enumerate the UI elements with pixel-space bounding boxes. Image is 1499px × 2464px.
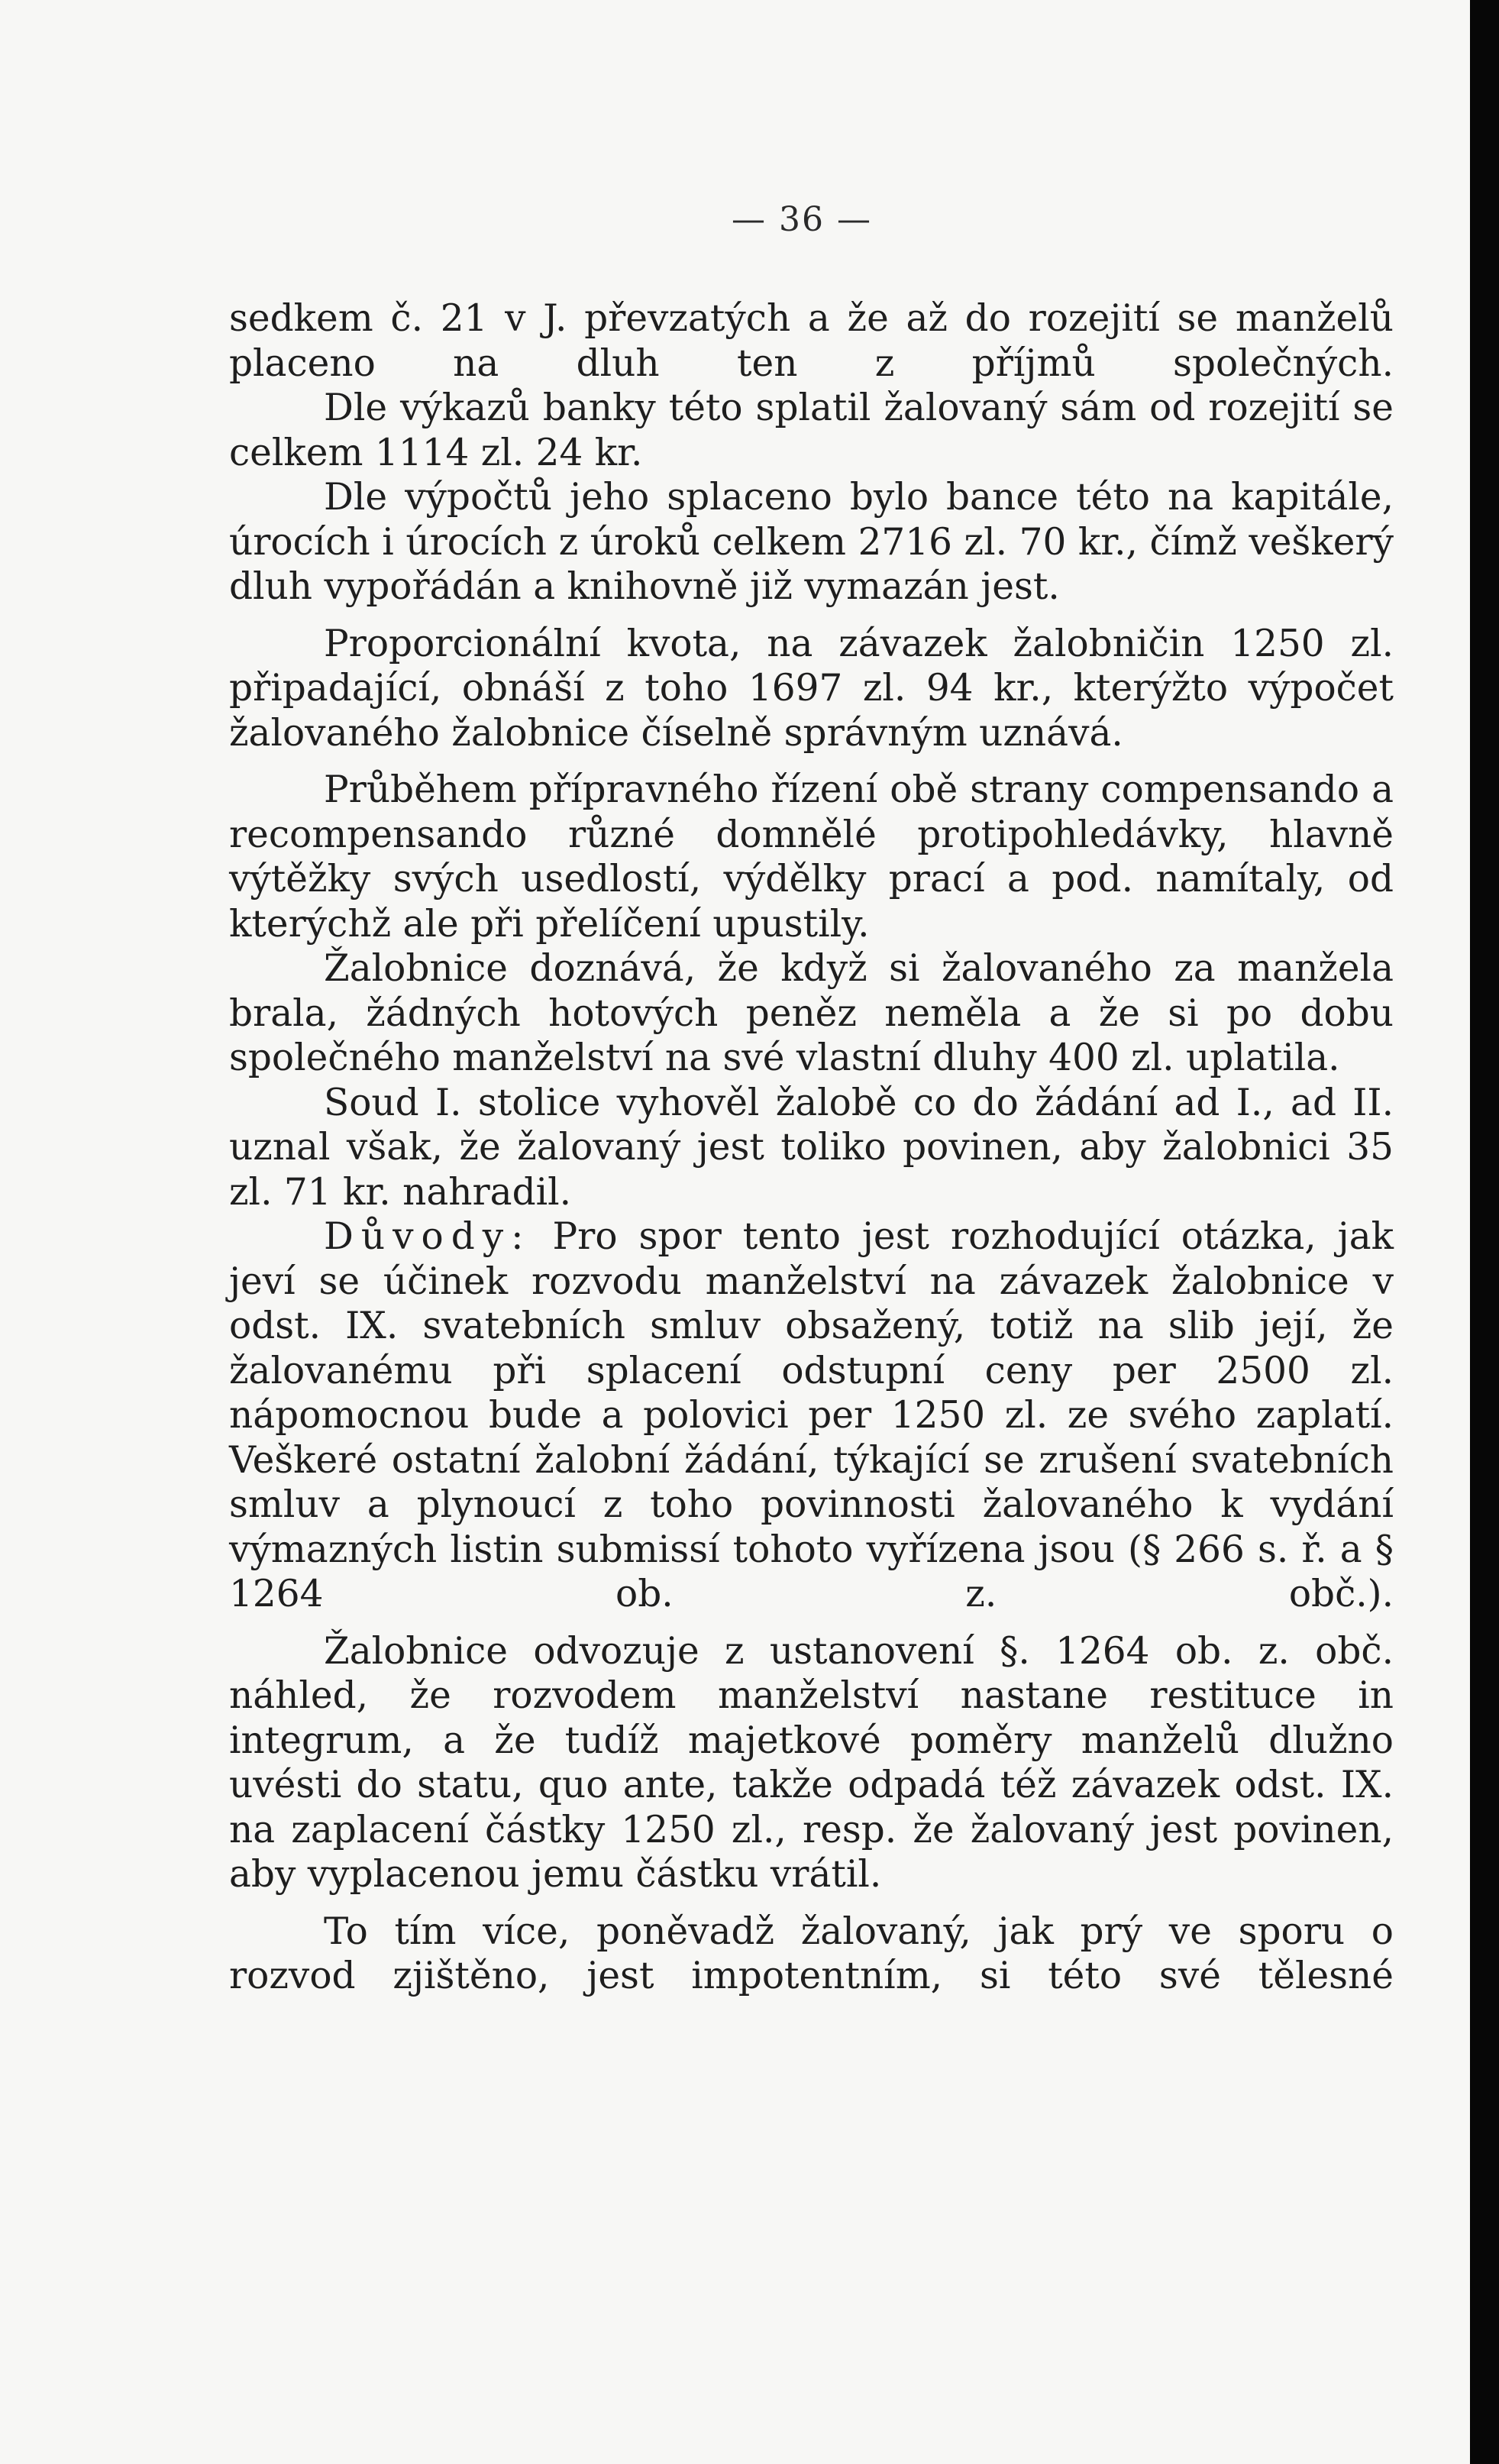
paragraph-reasons	[229, 1214, 1394, 1617]
paragraph-calculation: Dle výpočtů jeho splaceno bylo bance této na kapitále, úrocích i úrocích z úroků celkem 2716 zl. 70 kr., čímž veškerý dluh vypořádán a knihovně již vymazán jest.	[229, 476, 1394, 608]
paragraph-preparatory-proceedings: Průběhem přípravného řízení obě strany compensando a recompensando různé domnělé protipohledávky, hlavně výtěžky svých usedlostí, výdělky prací a pod. namítaly, od kterýchž ale při přelíčení upustily.	[229, 768, 1394, 946]
paragraph-bank-statement: Dle výkazů banky této splatil žalovaný sám od rozejití se celkem 1114 zl. 24 kr.	[229, 386, 1394, 474]
reasons-text: Pro spor tento jest rozhodující otázka, jak jeví se účinek rozvodu manželství na závazek žalobnice v odst. IX. svatebních smluv obsažený, totiž na slib její, že žalovanému při splacení odstupní ceny per 2500 zl. nápomocnou bude a polovici per 1250 zl. ze svého zaplatí. Veškeré ostatní žalobní žádání, týkající se zrušení svatebních smluv a plynoucí z toho povinnosti žalovaného k vydání výmazných listin submissí tohoto vyřízena jsou (§ 266 s. ř. a § 1264 ob. z. obč.).	[229, 1215, 1394, 1615]
paragraph-plaintiff-derives: Žalobnice odvozuje z ustanovení §. 1264 ob. z. obč. náhled, že rozvodem manželství nastane restituce in integrum, a že tudíž majetkové poměry manželů dlužno uvésti do statu, quo ante, takže odpadá též závazek odst. IX. na zaplacení částky 1250 zl., resp. že žalovaný jest povinen, aby vyplacenou jemu částku vrátil.	[229, 1629, 1394, 1896]
scan-border	[1470, 0, 1499, 2464]
body-text	[229, 296, 1394, 1999]
paragraph-proportional-quota: Proporcionální kvota, na závazek žalobničin 1250 zl. připadající, obnáší z toho 1697 zl. 94 kr., kterýžto výpočet žalovaného žalobnice číselně správným uznává.	[229, 622, 1394, 755]
page-number: — 36 —	[732, 200, 872, 239]
paragraph-court-ruling: Soud I. stolice vyhověl žalobě co do žádání ad I., ad II. uznal však, že žalovaný jest toliko povinen, aby žalobnici 35 zl. 71 kr. nahradil.	[229, 1081, 1394, 1214]
paragraph-plaintiff-admits: Žalobnice doznává, že když si žalovaného za manžela brala, žádných hotových peněz neměla a že si po dobu společného manželství na své vlastní dluhy 400 zl. uplatila.	[229, 947, 1394, 1079]
paragraph-continuation: sedkem č. 21 v J. převzatých a že až do rozejití se manželů placeno na dluh ten z příjmů společných.	[229, 297, 1394, 385]
reasons-heading: Důvody:	[324, 1215, 531, 1258]
paragraph-impotence: To tím více, poněvadž žalovaný, jak prý ve sporu o rozvod zjištěno, jest impotentním, si této své tělesné	[229, 1909, 1394, 1997]
